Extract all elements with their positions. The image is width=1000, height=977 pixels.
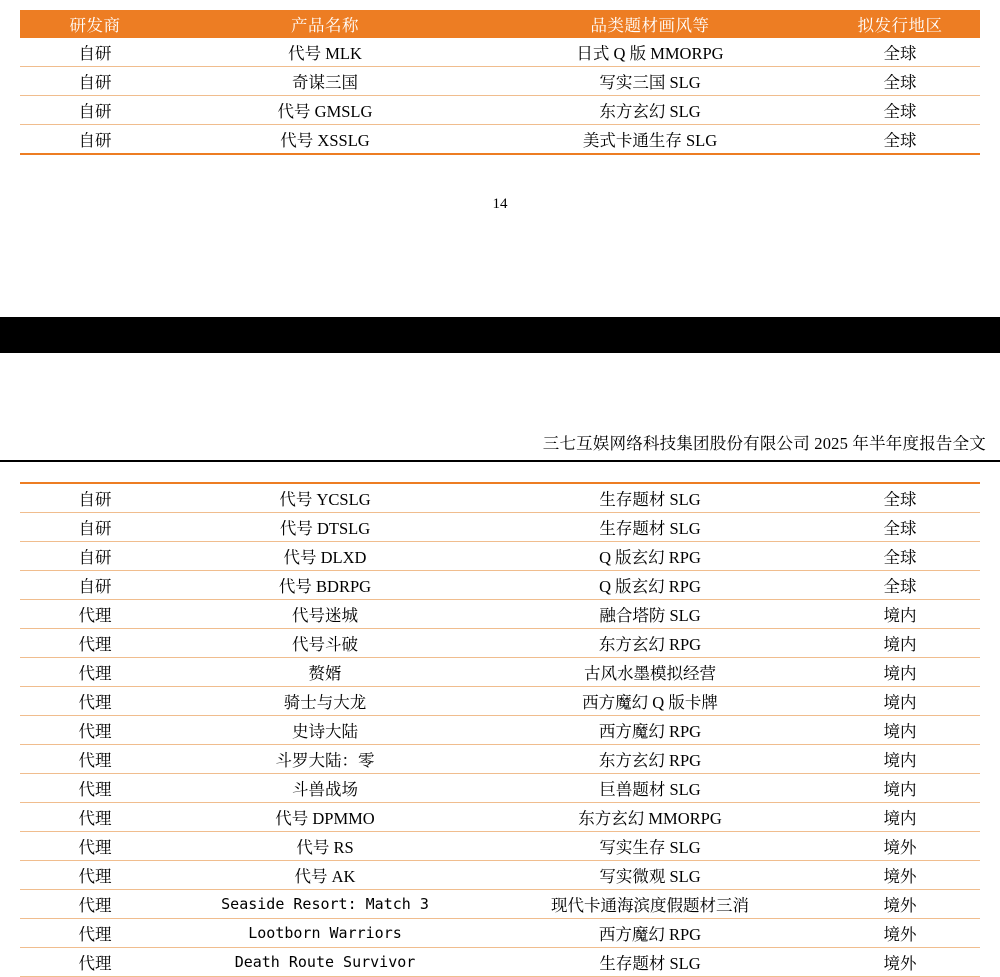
table-row bbox=[20, 629, 980, 658]
cell-developer: 自研 bbox=[20, 513, 170, 542]
cell-developer: 代理 bbox=[20, 861, 170, 890]
table-row bbox=[20, 571, 980, 600]
cell-category: 西方魔幻 RPG bbox=[480, 716, 820, 745]
cell-category: 东方玄幻 RPG bbox=[480, 745, 820, 774]
cell-developer: 自研 bbox=[20, 483, 170, 513]
table-row bbox=[20, 38, 980, 67]
cell-category: 东方玄幻 MMORPG bbox=[480, 803, 820, 832]
table-row bbox=[20, 774, 980, 803]
cell-category: 融合塔防 SLG bbox=[480, 600, 820, 629]
cell-region: 境内 bbox=[820, 600, 980, 629]
cell-developer: 代理 bbox=[20, 890, 170, 919]
cell-category: 生存题材 SLG bbox=[480, 483, 820, 513]
cell-region: 全球 bbox=[820, 571, 980, 600]
cell-category: 日式 Q 版 MMORPG bbox=[480, 38, 820, 67]
table-row bbox=[20, 125, 980, 155]
cell-developer: 自研 bbox=[20, 542, 170, 571]
cell-region: 境内 bbox=[820, 658, 980, 687]
table-row bbox=[20, 890, 980, 919]
table-row bbox=[20, 716, 980, 745]
cell-category: 写实生存 SLG bbox=[480, 832, 820, 861]
cell-category: 生存题材 SLG bbox=[480, 513, 820, 542]
cell-product-name: 斗兽战场 bbox=[170, 774, 480, 803]
cell-region: 全球 bbox=[820, 483, 980, 513]
cell-category: 西方魔幻 Q 版卡牌 bbox=[480, 687, 820, 716]
cell-region: 境内 bbox=[820, 745, 980, 774]
cell-category: 写实微观 SLG bbox=[480, 861, 820, 890]
cell-developer: 代理 bbox=[20, 948, 170, 977]
cell-product-name: 代号 DPMMO bbox=[170, 803, 480, 832]
page-separator bbox=[0, 317, 1000, 353]
cell-region: 境内 bbox=[820, 803, 980, 832]
table-row bbox=[20, 861, 980, 890]
cell-region: 境内 bbox=[820, 687, 980, 716]
cell-region: 全球 bbox=[820, 542, 980, 571]
cell-product-name: 骑士与大龙 bbox=[170, 687, 480, 716]
cell-developer: 代理 bbox=[20, 600, 170, 629]
table-row bbox=[20, 658, 980, 687]
cell-region: 全球 bbox=[820, 38, 980, 67]
header-rule bbox=[0, 460, 1000, 462]
cell-developer: 代理 bbox=[20, 774, 170, 803]
cell-product-name: Lootborn Warriors bbox=[170, 919, 480, 948]
cell-product-name: 代号斗破 bbox=[170, 629, 480, 658]
cell-developer: 自研 bbox=[20, 96, 170, 125]
product-pipeline-table-bottom bbox=[0, 482, 980, 977]
cell-developer: 代理 bbox=[20, 745, 170, 774]
table-header-row bbox=[20, 10, 980, 38]
cell-region: 境外 bbox=[820, 919, 980, 948]
cell-product-name: 史诗大陆 bbox=[170, 716, 480, 745]
cell-product-name: Seaside Resort: Match 3 bbox=[170, 890, 480, 919]
cell-category: Q 版玄幻 RPG bbox=[480, 571, 820, 600]
cell-category: 西方魔幻 RPG bbox=[480, 919, 820, 948]
cell-developer: 代理 bbox=[20, 658, 170, 687]
cell-category: 巨兽题材 SLG bbox=[480, 774, 820, 803]
column-header-developer: 研发商 bbox=[20, 10, 170, 38]
cell-region: 全球 bbox=[820, 67, 980, 96]
product-pipeline-table-top bbox=[0, 10, 980, 155]
cell-category: 东方玄幻 SLG bbox=[480, 96, 820, 125]
cell-region: 境外 bbox=[820, 832, 980, 861]
cell-developer: 代理 bbox=[20, 803, 170, 832]
cell-category: Q 版玄幻 RPG bbox=[480, 542, 820, 571]
cell-category: 生存题材 SLG bbox=[480, 948, 820, 977]
page-number: 14 bbox=[492, 196, 508, 212]
cell-product-name: Death Route Survivor bbox=[170, 948, 480, 977]
cell-product-name: 代号 DLXD bbox=[170, 542, 480, 571]
table-row bbox=[20, 96, 980, 125]
cell-developer: 自研 bbox=[20, 67, 170, 96]
table-bottom bbox=[20, 482, 980, 977]
table-row bbox=[20, 832, 980, 861]
running-header bbox=[0, 430, 1000, 462]
cell-product-name: 代号 AK bbox=[170, 861, 480, 890]
table-row bbox=[20, 513, 980, 542]
cell-product-name: 代号 YCSLG bbox=[170, 483, 480, 513]
cell-developer: 代理 bbox=[20, 687, 170, 716]
cell-developer: 代理 bbox=[20, 919, 170, 948]
table-row bbox=[20, 67, 980, 96]
cell-product-name: 代号 RS bbox=[170, 832, 480, 861]
table-row bbox=[20, 483, 980, 513]
cell-category: 东方玄幻 RPG bbox=[480, 629, 820, 658]
cell-region: 境内 bbox=[820, 716, 980, 745]
cell-region: 境外 bbox=[820, 890, 980, 919]
cell-region: 境内 bbox=[820, 629, 980, 658]
table-row bbox=[20, 919, 980, 948]
cell-product-name: 赘婿 bbox=[170, 658, 480, 687]
table-top-body bbox=[20, 38, 980, 154]
cell-developer: 自研 bbox=[20, 571, 170, 600]
cell-developer: 代理 bbox=[20, 832, 170, 861]
table-row bbox=[20, 803, 980, 832]
table-bottom-body bbox=[20, 483, 980, 977]
table-top-head bbox=[20, 10, 980, 38]
table-row bbox=[20, 542, 980, 571]
table-top bbox=[20, 10, 980, 155]
cell-developer: 自研 bbox=[20, 125, 170, 155]
cell-product-name: 代号 DTSLG bbox=[170, 513, 480, 542]
cell-category: 美式卡通生存 SLG bbox=[480, 125, 820, 155]
cell-product-name: 斗罗大陆：零 bbox=[170, 745, 480, 774]
cell-product-name: 代号 MLK bbox=[170, 38, 480, 67]
cell-category: 古风水墨模拟经营 bbox=[480, 658, 820, 687]
cell-region: 全球 bbox=[820, 125, 980, 155]
cell-region: 全球 bbox=[820, 96, 980, 125]
cell-developer: 代理 bbox=[20, 716, 170, 745]
column-header-region: 拟发行地区 bbox=[820, 10, 980, 38]
cell-region: 全球 bbox=[820, 513, 980, 542]
cell-region: 境外 bbox=[820, 948, 980, 977]
cell-product-name: 代号 BDRPG bbox=[170, 571, 480, 600]
cell-region: 境外 bbox=[820, 861, 980, 890]
cell-category: 现代卡通海滨度假题材三消 bbox=[480, 890, 820, 919]
table-row bbox=[20, 948, 980, 977]
column-header-product-name: 产品名称 bbox=[170, 10, 480, 38]
cell-developer: 自研 bbox=[20, 38, 170, 67]
cell-product-name: 奇谋三国 bbox=[170, 67, 480, 96]
running-header-title: 三七互娱网络科技集团股份有限公司 2025 年半年度报告全文 bbox=[542, 434, 986, 453]
cell-region: 境内 bbox=[820, 774, 980, 803]
table-row bbox=[20, 745, 980, 774]
column-header-category: 品类题材画风等 bbox=[480, 10, 820, 38]
table-row bbox=[20, 600, 980, 629]
cell-developer: 代理 bbox=[20, 629, 170, 658]
cell-product-name: 代号 XSSLG bbox=[170, 125, 480, 155]
cell-category: 写实三国 SLG bbox=[480, 67, 820, 96]
cell-product-name: 代号迷城 bbox=[170, 600, 480, 629]
table-row bbox=[20, 687, 980, 716]
cell-product-name: 代号 GMSLG bbox=[170, 96, 480, 125]
